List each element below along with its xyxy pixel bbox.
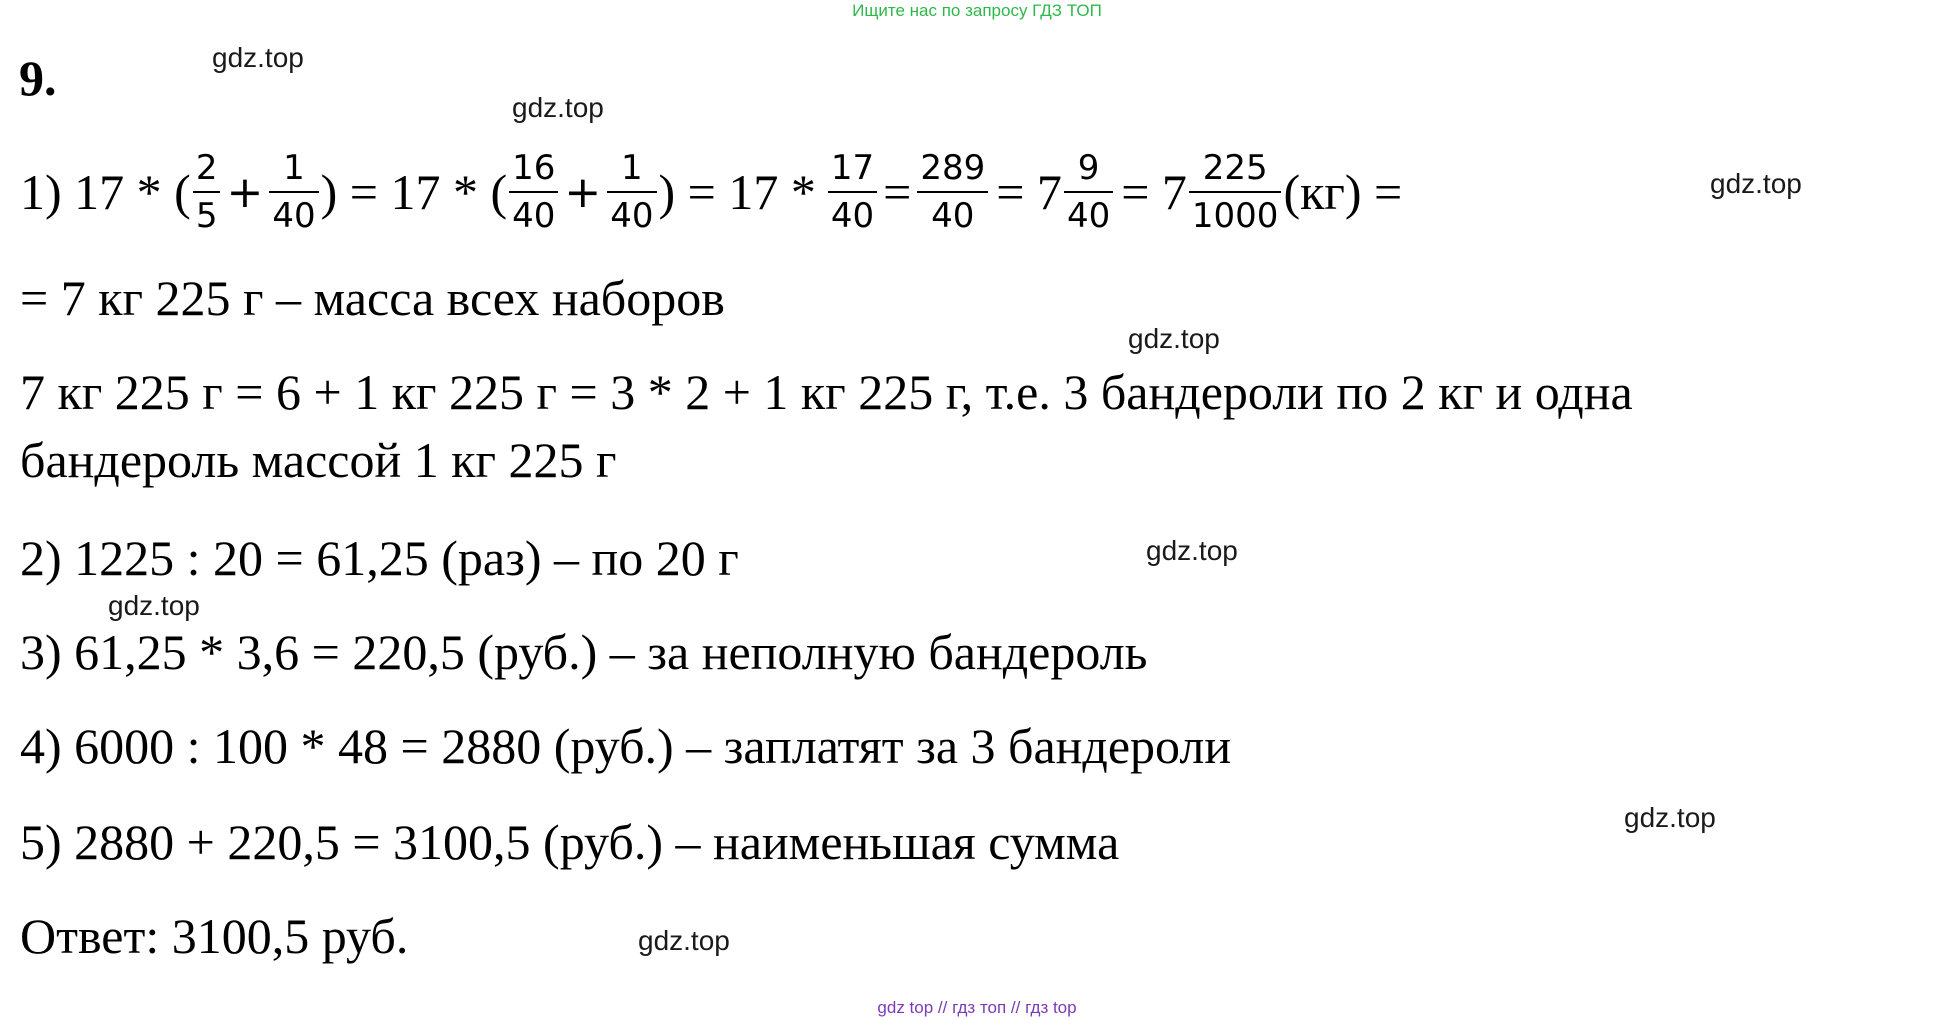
solution-line: бандероль массой 1 кг 225 г bbox=[20, 432, 617, 488]
fraction-numerator: 1 bbox=[607, 147, 656, 193]
fraction-denominator: 1000 bbox=[1191, 196, 1279, 236]
fraction bbox=[1189, 147, 1282, 237]
fraction-denominator: 40 bbox=[512, 196, 556, 236]
fraction-numerator: 9 bbox=[1064, 147, 1113, 193]
top-banner bbox=[0, 0, 1954, 22]
fraction-denominator: 40 bbox=[830, 196, 875, 236]
fraction-denominator: 40 bbox=[272, 196, 316, 236]
bottom-banner bbox=[0, 997, 1954, 1019]
fraction-denominator: 40 bbox=[931, 196, 975, 236]
fraction-numerator: 17 bbox=[828, 147, 877, 193]
step1-eq3: = 7 bbox=[1121, 164, 1187, 220]
watermark: gdz.top bbox=[108, 590, 200, 621]
step1-suffix: (кг) = bbox=[1283, 164, 1403, 220]
fraction bbox=[193, 147, 221, 237]
watermark: gdz.top bbox=[1146, 535, 1238, 566]
fraction bbox=[269, 147, 318, 237]
watermark: gdz.top bbox=[1624, 802, 1716, 833]
solution-line: 5) 2880 + 220,5 = 3100,5 (руб.) – наименьшая сумма bbox=[20, 814, 1120, 870]
solution-line: 7 кг 225 г = 6 + 1 кг 225 г = 3 * 2 + 1 кг 225 г, т.е. 3 бандероли по 2 кг и одна bbox=[20, 364, 1633, 420]
watermark: gdz.top bbox=[638, 925, 730, 956]
equals-sign: = bbox=[883, 164, 912, 220]
solution-line: 2) 1225 : 20 = 61,25 (раз) – по 20 г bbox=[20, 530, 739, 586]
step1-mid2: ) = 17 * bbox=[658, 164, 816, 220]
bottom-banner-text: gdz top // гдз топ // гдз top bbox=[877, 998, 1077, 1017]
fraction-denominator: 40 bbox=[1066, 196, 1111, 236]
solution-line: 3) 61,25 * 3,6 = 220,5 (руб.) – за неполную бандероль bbox=[20, 624, 1148, 680]
fraction-numerator: 289 bbox=[917, 147, 988, 193]
fraction bbox=[917, 147, 988, 237]
fraction bbox=[1064, 147, 1113, 237]
fraction-denominator: 40 bbox=[610, 196, 654, 236]
plus-sign: + bbox=[226, 166, 264, 218]
solution-line: 4) 6000 : 100 * 48 = 2880 (руб.) – заплатят за 3 бандероли bbox=[20, 718, 1232, 774]
fraction-numerator: 225 bbox=[1189, 147, 1282, 193]
solution-line: = 7 кг 225 г – масса всех наборов bbox=[20, 270, 725, 326]
top-banner-text: Ищите нас по запросу ГДЗ ТОП bbox=[852, 1, 1102, 20]
watermark: gdz.top bbox=[1128, 323, 1220, 354]
step1-mid1: ) = 17 * ( bbox=[320, 164, 508, 220]
step1-eq2: = 7 bbox=[996, 164, 1062, 220]
fraction-numerator: 1 bbox=[269, 147, 318, 193]
task-number: 9. bbox=[19, 50, 57, 106]
answer-line: Ответ: 3100,5 руб. bbox=[20, 908, 409, 964]
watermark: gdz.top bbox=[212, 42, 304, 73]
fraction bbox=[607, 147, 656, 237]
plus-sign: + bbox=[564, 166, 602, 218]
fraction-numerator: 16 bbox=[509, 147, 558, 193]
solution-step-1 bbox=[20, 132, 1402, 252]
fraction bbox=[509, 147, 558, 237]
watermark: gdz.top bbox=[512, 92, 604, 123]
fraction bbox=[828, 147, 877, 237]
fraction-numerator: 2 bbox=[193, 147, 221, 193]
step1-prefix: 1) 17 * ( bbox=[20, 164, 191, 220]
fraction-denominator: 5 bbox=[195, 196, 218, 236]
watermark: gdz.top bbox=[1710, 168, 1802, 199]
